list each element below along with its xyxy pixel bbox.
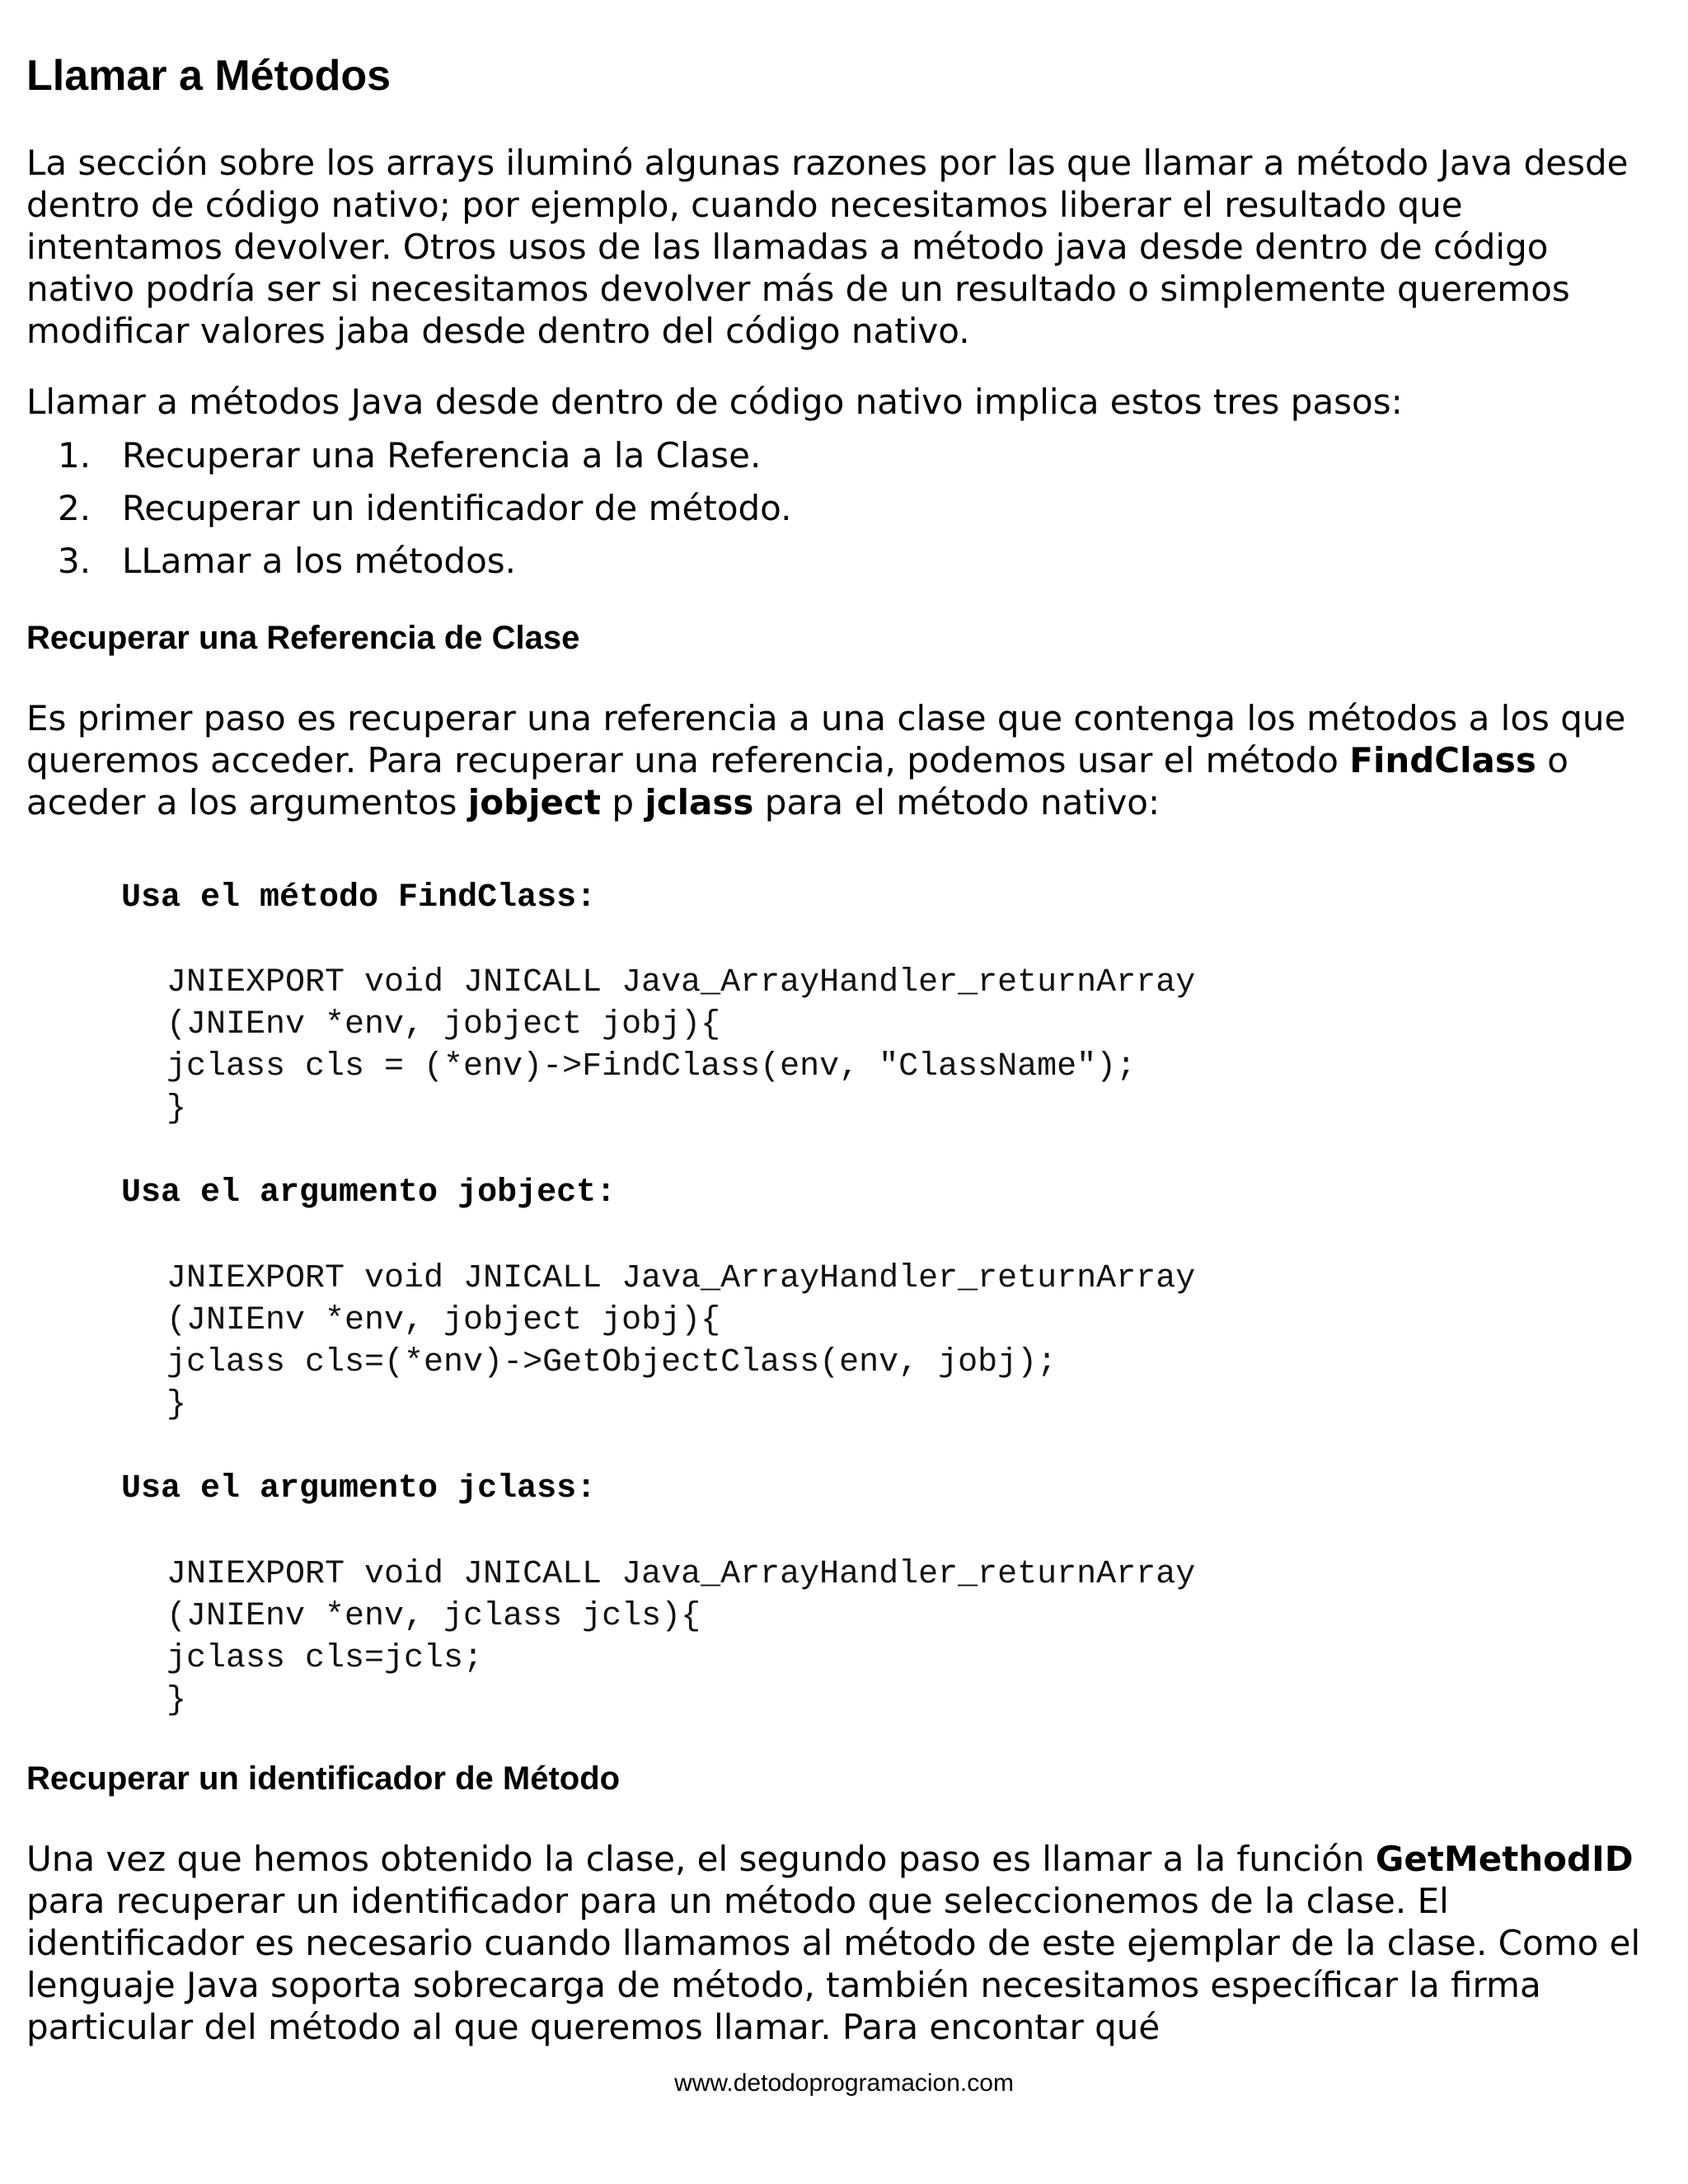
- section2-paragraph: [26, 1838, 1662, 2048]
- section1-paragraph: [26, 697, 1662, 823]
- text-run: o aceder a los argumentos: [26, 740, 1568, 823]
- text-run: para el método nativo:: [753, 782, 1160, 823]
- text-run: para recuperar un identificador para un método que seleccionemos de la clase. El identificador es necesario cuando llamamos al método de este ejemplar de la clase. Como el lenguaje Java soporta sobrecarga de método, también necesitamos específicar la firma particular del método al que queremos llamar. Para encontar qué: [26, 1881, 1641, 2047]
- code-example-label: Usa el argumento jclass:: [121, 1470, 597, 1507]
- bold-term: FindClass: [1349, 740, 1536, 780]
- list-item: [26, 429, 791, 482]
- code-example-label: Usa el argumento jobject:: [121, 1174, 617, 1212]
- steps-list: [26, 429, 791, 588]
- list-item-text: LLamar a los métodos.: [122, 541, 516, 581]
- list-item-text: Recuperar un identificador de método.: [122, 488, 792, 528]
- footer-url: www.detodoprogramacion.com: [674, 2069, 1014, 2097]
- code-block: JNIEXPORT void JNICALL Java_ArrayHandler_returnArray (JNIEnv *env, jobject jobj){ jclass cls=(*env)->GetObjectClass(env, jobj); }: [166, 1260, 1196, 1423]
- code-block: JNIEXPORT void JNICALL Java_ArrayHandler_returnArray (JNIEnv *env, jclass jcls){ jclass cls=jcls; }: [166, 1556, 1196, 1719]
- text-run: Una vez que hemos obtenido la clase, el segundo paso es llamar a la función: [26, 1839, 1376, 1879]
- section-heading-class-reference: Recuperar una Referencia de Clase: [26, 620, 580, 656]
- list-number: 1.: [58, 435, 91, 476]
- list-item: [26, 535, 791, 588]
- intro-paragraph: La sección sobre los arrays iluminó algunas razones por las que llamar a método Java desde dentro de código nativo; por ejemplo, cuando necesitamos liberar el resultado que intentamos devolver. Otros usos de las llamadas a método java desde dentro de código nativo podría ser si necesitamos devolver más de un resultado o simplemente queremos modificar valores jaba desde dentro del código nativo.: [26, 143, 1629, 351]
- list-item-text: Recuperar una Referencia a la Clase.: [122, 435, 762, 476]
- list-number: 3.: [58, 541, 91, 581]
- section-heading-method-id: Recuperar un identificador de Método: [26, 1760, 621, 1797]
- list-item: [26, 482, 791, 535]
- bold-term: jclass: [645, 782, 754, 823]
- bold-term: GetMethodID: [1375, 1839, 1634, 1879]
- page-title: Llamar a Métodos: [26, 52, 392, 100]
- list-number: 2.: [58, 488, 91, 528]
- code-block: JNIEXPORT void JNICALL Java_ArrayHandler_returnArray (JNIEnv *env, jobject jobj){ jclass cls = (*env)->FindClass(env, "ClassName"); }: [166, 964, 1196, 1127]
- text-run: Es primer paso es recuperar una referencia a una clase que contenga los métodos a los que queremos acceder. Para recuperar una referencia, podemos usar el método: [26, 698, 1626, 780]
- bold-term: jobject: [467, 782, 601, 823]
- steps-intro: Llamar a métodos Java desde dentro de código nativo implica estos tres pasos:: [26, 382, 1403, 422]
- text-run: p: [600, 782, 645, 823]
- code-example-label: Usa el método FindClass:: [121, 879, 597, 916]
